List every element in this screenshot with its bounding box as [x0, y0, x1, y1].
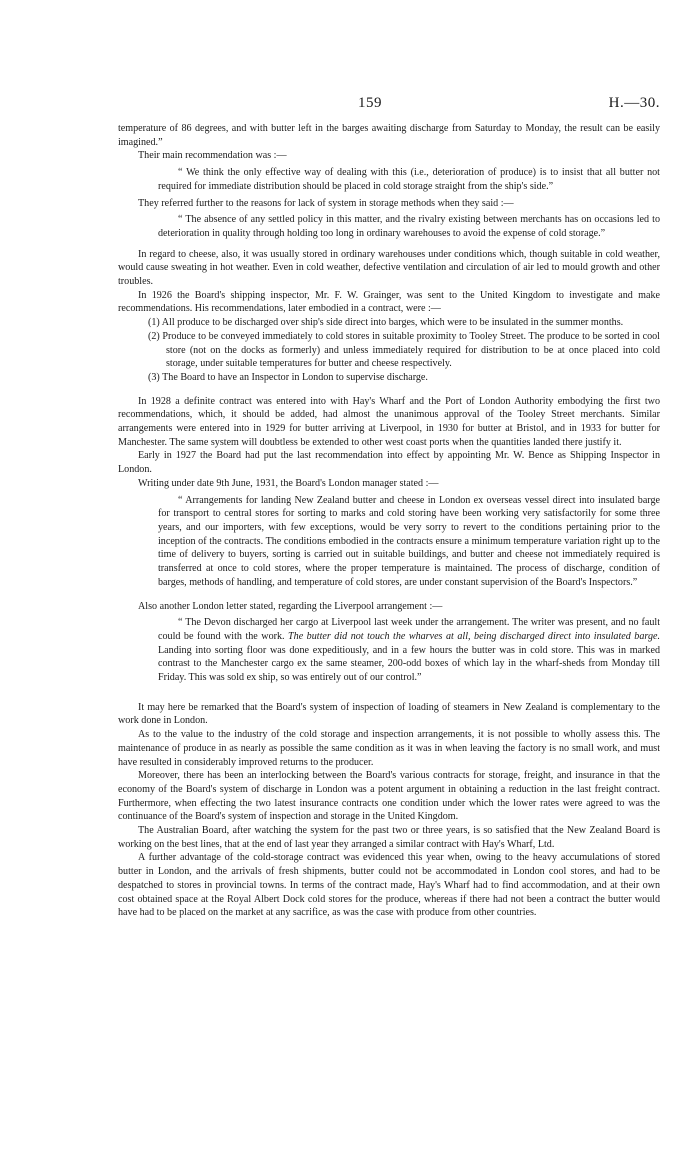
- block-quote: “ We think the only effective way of dealing with this (i.e., deterioration of produce) is to insist that all butter not required for immediate distribution should be placed in cold storage straight from the ship's side.”: [158, 167, 660, 192]
- paragraph: In regard to cheese, also, it was usually stored in ordinary warehouses under conditions which, though suitable in cold weather, would cause sweating in hot weather. Even in cold weather, defective ventilation and circulation of air led to mould growth and other troubles.: [118, 248, 660, 288]
- paragraph: In 1928 a definite contract was entered into with Hay's Wharf and the Port of London Authority embodying the first two recommendations, which, it should be added, had almost the unanimous approval of the Tooley Street merchants. Similar arrangements were entered into in 1929 for butter arriving at Liverpool, in 1930 for butter at Bristol, and in 1933 for butter for Manchester. The same system will doubtless be extended to other west coast ports when the quantities landed there justify it.: [118, 395, 660, 448]
- list-item: (2) Produce to be conveyed immediately to cold stores in suitable proximity to Tooley Street. The produce to be sorted in cool store (not on the docks as formerly) and unless immediately required for distribution to be at once placed into cold storage, under suitable temperatures for butter and cheese respectively.: [148, 330, 660, 370]
- page-number: 159: [358, 95, 382, 111]
- block-quote: [158, 616, 660, 685]
- quote-text: “ The Devon discharged her cargo at Liverpool last week under the arrangement. The writer was present, and no fault could be found with the work.: [158, 617, 660, 642]
- paragraph: Their main recommendation was :—: [138, 150, 287, 162]
- paragraph: Writing under date 9th June, 1931, the Board's London manager stated :—: [138, 477, 439, 489]
- paragraph: In 1926 the Board's shipping inspector, Mr. F. W. Grainger, was sent to the United Kingdom to investigate and make recommendations. His recommendations, later embodied in a contract, were :—: [118, 289, 660, 315]
- paragraph: A further advantage of the cold-storage contract was evidenced this year when, owing to the heavy accumulations of stored butter in London, and the arrivals of fresh shipments, butter could not be accommodated in London cool stores, and had to be despatched to stores in provincial towns. In terms of the contract made, Hay's Wharf had to find accommodation, and at their own cost obtained space at the Royal Albert Dock cold stores for the produce, whereas if there had not been a contract the butter would have had to be placed on the market at any sacrifice, as was the case with produce from other countries.: [118, 852, 660, 919]
- paragraph: Early in 1927 the Board had put the last recommendation into effect by appointing Mr. W. Bence as Shipping Inspector in London.: [118, 450, 660, 476]
- list-item: (1) All produce to be discharged over ship's side direct into barges, which were to be insulated in the summer months.: [148, 317, 624, 329]
- paragraph: temperature of 86 degrees, and with butter left in the barges awaiting discharge from Saturday to Monday, the result can be easily imagined.”: [118, 123, 660, 148]
- paragraph: It may here be remarked that the Board's system of inspection of loading of steamers in New Zealand is complementary to the work done in London.: [118, 701, 660, 727]
- paragraph: Also another London letter stated, regarding the Liverpool arrangement :—: [138, 600, 443, 612]
- document-reference: H.—30.: [608, 95, 660, 111]
- paragraph: Moreover, there has been an interlocking between the Board's various contracts for storage, freight, and insurance in that the economy of the Board's system of discharge in London was a potent argument in obtaining a reduction in the last freight contract. Furthermore, when effecting the two latest insurance contracts one condition under which the lower rates were agreed to was the continuance of the Board's system of inspection and storage in the United Kingdom.: [118, 770, 660, 823]
- block-quote: “ Arrangements for landing New Zealand butter and cheese in London ex overseas vessel direct into insulated barge for transport to central stores for sorting to marks and cold storing have been working very satisfactorily for some three years, and our importers, with few exceptions, would be very sorry to revert to the conditions pertaining prior to the inception of the contracts. The conditions embodied in the contracts ensure a minimum temperature variation right up to the time of delivery to buyers, sorting is carried out in suitable buildings, and butter and cheese not immediately required is transferred at once to cold stores, where the proper temperature is maintained. The process of discharge, condition of barges, methods of handling, and temperature of cold stores, are under constant supervision of the Board's Inspectors.”: [158, 494, 660, 588]
- paragraph: As to the value to the industry of the cold storage and inspection arrangements, it is not possible to wholly assess this. The maintenance of produce in as nearly as possible the same condition as it was in when leaving the factory is no small work, and must have resulted in considerably improved returns to the producer.: [118, 729, 660, 768]
- list-item: (3) The Board to have an Inspector in London to supervise discharge.: [148, 371, 428, 383]
- block-quote: “ The absence of any settled policy in this matter, and the rivalry existing between merchants has on occasions led to deterioration in quality through holding too long in ordinary warehouses to avoid the expense of cold storage.”: [158, 214, 660, 239]
- paragraph: They referred further to the reasons for lack of system in storage methods when they said :—: [138, 197, 514, 209]
- paragraph: The Australian Board, after watching the system for the past two or three years, is so satisfied that the New Zealand Board is working on the best lines, that at the end of last year they arranged a similar contract with Hay's Wharf, Ltd.: [118, 825, 660, 850]
- quote-text: Landing into sorting floor was done expeditiously, and in a few hours the butter was in cold store. This was in marked contrast to the Manchester cargo ex the same steamer, 200-odd boxes of which lay in the wharf-sheds from Monday till Friday. This was sold ex ship, so was entirely out of our control.”: [158, 644, 660, 684]
- quote-emphasis: The butter did not touch the wharves at all, being discharged direct into insulated barge.: [288, 630, 660, 642]
- body-text: [118, 122, 660, 920]
